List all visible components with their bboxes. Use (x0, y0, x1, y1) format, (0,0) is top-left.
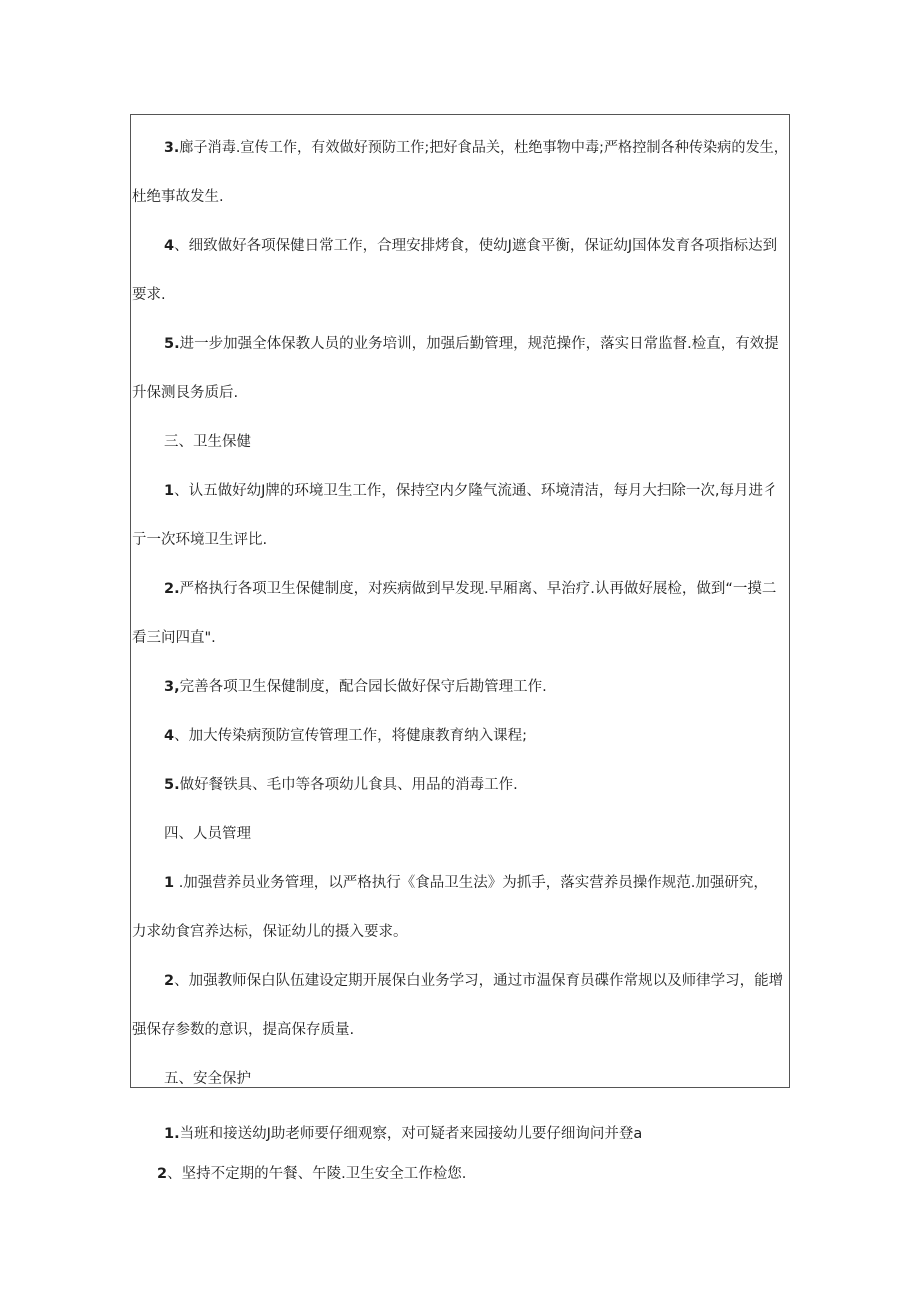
text-line: 1 .加强营养员业务管理，以严格执行《食品卫生法》为抓手，落实营养员操作规范.加强研究， (164, 875, 768, 891)
text-line: 力求幼食宫养达标，保证幼儿的摄入要求。 (132, 924, 408, 940)
text-line: 1、认五做好幼J牌的环境卫生工作，保持空内夕隆气流通、环境清洁，每月大扫除一次,每月进彳 (164, 483, 778, 499)
text-line: 要求. (132, 287, 166, 303)
text-line: 2、坚持不定期的午餐、午陵.卫生安全工作检您. (157, 1166, 467, 1182)
text-line: 3.廊子消毒.宣传工作，有效做好预防工作;把好食品关，杜绝事物中毒;严格控制各种传染病的发生， (164, 140, 788, 156)
text-line: 3,完善各项卫生保健制度，配合园长做好保守后勘管理工作. (164, 679, 547, 695)
text-line: 4、加大传染病预防宣传管理工作，将健康教育纳入课程; (164, 728, 527, 744)
section-heading: 五、安全保护 (164, 1071, 251, 1087)
text-line: 亍一次环境卫生评比. (132, 532, 268, 548)
text-line: 5.做好餐铁具、毛巾等各项幼儿食具、用品的消毒工作. (164, 777, 518, 793)
text-line: 2、加强教师保白队伍建设定期开展保白业务学习，通过市温保育员碟作常规以及师律学习，能增 (164, 973, 784, 989)
text-line: 杜绝事故发生. (132, 189, 224, 205)
text-line: 看三问四直". (132, 630, 216, 646)
text-line: 强保存参数的意识，提高保存质量. (132, 1022, 355, 1038)
section-heading: 四、人员管理 (164, 826, 251, 842)
text-line: 1.当班和接送幼J助老师要仔细观察，对可疑者来园接幼儿要仔细询问并登a (164, 1126, 643, 1142)
text-line: 4、细致做好各项保健日常工作，合理安排烤食，使幼J遮食平衡，保证幼J国体发育各项指标达到 (164, 238, 778, 254)
text-line: 2.严格执行各项卫生保健制度，对疾病做到早发现.早厢离、早治疗.认再做好展检，做到“一摸二 (164, 581, 777, 597)
text-line: 5.进一步加强全体保教人员的业务培训，加强后勤管理，规范操作，落实日常监督.检直，有效提 (164, 336, 779, 352)
text-line: 升保测艮务质后. (132, 385, 239, 401)
section-heading: 三、卫生保健 (164, 434, 251, 450)
